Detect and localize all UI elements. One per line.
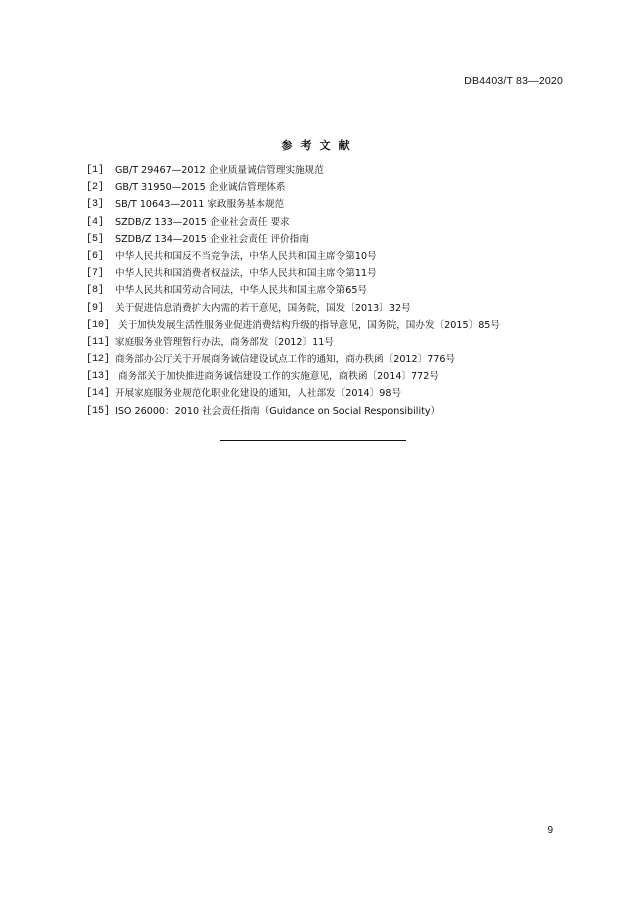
reference-list [86, 162, 591, 420]
reference-item-11 [86, 334, 591, 351]
reference-item-9 [86, 300, 591, 317]
reference-item-6 [86, 248, 591, 265]
reference-text: 中华人民共和国反不当竞争法，中华人民共和国主席令第10号 [115, 250, 377, 262]
reference-item-12 [86, 351, 591, 368]
reference-text: SB/T 10643—2011 家政服务基本规范 [115, 199, 285, 211]
reference-text: 商务部办公厅关于开展商务诚信建设试点工作的通知，商办秩函〔2012〕776号 [115, 354, 456, 366]
end-of-document-rule [220, 440, 406, 441]
reference-text: SZDB/Z 133—2015 企业社会责任 要求 [115, 216, 290, 228]
reference-item-15 [86, 403, 591, 420]
section-title: 参考文献 [281, 139, 358, 152]
reference-number: [4] [86, 216, 105, 228]
reference-text: 中华人民共和国劳动合同法，中华人民共和国主席令第65号 [115, 285, 368, 297]
page-number: 9 [547, 825, 553, 836]
reference-number: [5] [86, 233, 105, 245]
reference-number: [10] [86, 319, 111, 331]
reference-number: [14] [86, 388, 111, 400]
reference-number: [2] [86, 182, 105, 194]
reference-item-13 [86, 368, 591, 385]
reference-number: [6] [86, 250, 105, 262]
document-code: DB4403/T 83—2020 [464, 75, 563, 87]
reference-text: 关于促进信息消费扩大内需的若干意见，国务院，国发〔2013〕32号 [115, 302, 411, 314]
reference-number: [1] [86, 165, 105, 176]
reference-number: [7] [86, 268, 105, 280]
reference-number: [12] [86, 354, 111, 366]
reference-item-1 [86, 162, 591, 179]
reference-number: [8] [86, 285, 105, 297]
reference-item-8 [86, 282, 591, 299]
reference-number: [9] [86, 302, 105, 314]
reference-number: [15] [86, 405, 111, 417]
reference-text: GB/T 29467—2012 企业质量诚信管理实施规范 [115, 165, 324, 176]
reference-text: GB/T 31950—2015 企业诚信管理体系 [115, 182, 286, 194]
reference-item-14 [86, 385, 591, 402]
reference-item-2 [86, 179, 591, 196]
reference-item-10 [86, 317, 591, 334]
reference-number: [11] [86, 336, 111, 348]
reference-item-5 [86, 231, 591, 248]
reference-item-3 [86, 196, 591, 213]
reference-text: 家庭服务业管理暂行办法，商务部发〔2012〕11号 [115, 336, 334, 348]
reference-item-4 [86, 214, 591, 231]
reference-number: [3] [86, 199, 105, 211]
reference-text: 中华人民共和国消费者权益法，中华人民共和国主席令第11号 [115, 268, 377, 280]
reference-text: SZDB/Z 134—2015 企业社会责任 评价指南 [115, 233, 309, 245]
reference-text: 关于加快发展生活性服务业促进消费结构升级的指导意见，国务院，国办发〔2015〕85号 [118, 319, 500, 331]
reference-number: [13] [86, 371, 111, 383]
reference-item-7 [86, 265, 591, 282]
reference-text: 商务部关于加快推进商务诚信建设工作的实施意见，商秩函〔2014〕772号 [118, 371, 439, 383]
reference-text: 开展家庭服务业规范化职业化建设的通知，人社部发〔2014〕98号 [115, 388, 402, 400]
reference-text: ISO 26000：2010 社会责任指南（Guidance on Social Responsibility） [115, 405, 441, 417]
